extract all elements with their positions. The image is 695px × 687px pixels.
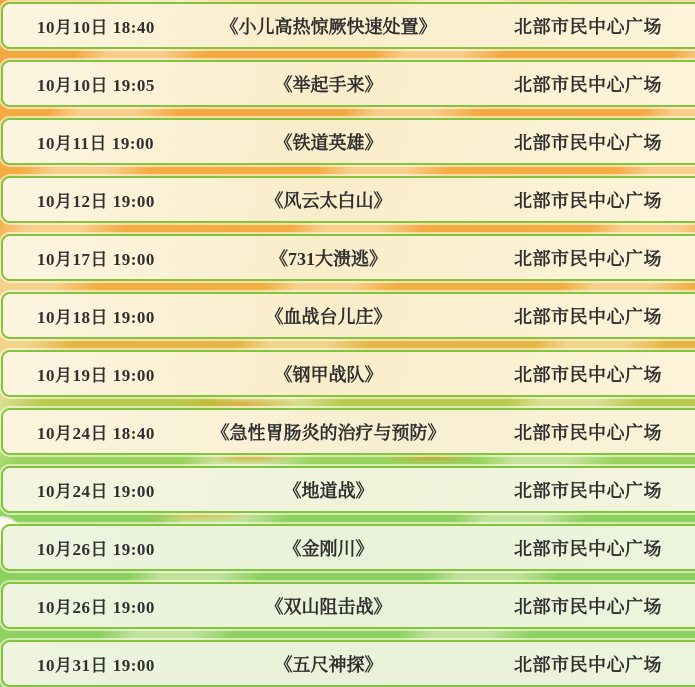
row-title: 《双山阻击战》 (265, 596, 392, 617)
row-title: 《钢甲战队》 (274, 364, 383, 385)
row-datetime (3, 477, 183, 502)
row-title: 《五尺神探》 (274, 654, 383, 675)
row-title: 《举起手来》 (274, 74, 383, 95)
row-date: 10月31日 (37, 656, 108, 675)
row-time: 19:00 (111, 134, 154, 153)
row-title: 《小儿高热惊厥快速处置》 (220, 16, 437, 37)
row-datetime (3, 71, 183, 96)
row-location: 北部市民中心广场 (514, 364, 662, 385)
row-title: 《风云太白山》 (265, 190, 392, 211)
schedule-row (1, 582, 695, 629)
row-title: 《急性胃肠炎的治疗与预防》 (211, 422, 446, 443)
row-location: 北部市民中心广场 (514, 16, 662, 37)
row-time: 19:00 (112, 656, 155, 675)
schedule-row (1, 524, 695, 571)
schedule-row (1, 408, 695, 455)
row-date: 10月10日 (37, 18, 108, 37)
row-time: 19:00 (112, 192, 155, 211)
row-title: 《血战台儿庄》 (265, 306, 392, 327)
row-title: 《地道战》 (283, 480, 374, 501)
schedule-row (1, 2, 695, 49)
row-time: 19:05 (112, 76, 155, 95)
row-date: 10月26日 (37, 598, 108, 617)
row-datetime (3, 187, 183, 212)
row-datetime (3, 419, 183, 444)
row-date: 10月12日 (37, 192, 108, 211)
row-location: 北部市民中心广场 (514, 422, 662, 443)
row-time: 19:00 (112, 598, 155, 617)
row-time: 19:00 (112, 250, 155, 269)
row-location: 北部市民中心广场 (514, 132, 662, 153)
schedule-row (1, 60, 695, 107)
row-time: 18:40 (112, 18, 155, 37)
row-location: 北部市民中心广场 (514, 74, 662, 95)
schedule-row (1, 176, 695, 223)
row-location: 北部市民中心广场 (514, 190, 662, 211)
row-date: 10月11日 (37, 134, 108, 153)
row-location: 北部市民中心广场 (514, 480, 662, 501)
row-time: 18:40 (112, 424, 155, 443)
schedule-row (1, 118, 695, 165)
row-location: 北部市民中心广场 (514, 248, 662, 269)
row-title: 《731大溃逃》 (270, 248, 387, 269)
row-location: 北部市民中心广场 (514, 306, 662, 327)
row-date: 10月24日 (37, 424, 108, 443)
schedule-row (1, 640, 695, 687)
row-title: 《铁道英雄》 (274, 132, 383, 153)
row-date: 10月24日 (37, 482, 108, 501)
row-datetime (3, 303, 183, 328)
row-datetime (3, 535, 183, 560)
row-date: 10月19日 (37, 366, 108, 385)
row-time: 19:00 (112, 366, 155, 385)
row-date: 10月26日 (37, 540, 108, 559)
schedule-row (1, 466, 695, 513)
schedule-row (1, 350, 695, 397)
row-datetime (3, 245, 183, 270)
row-time: 19:00 (112, 482, 155, 501)
row-datetime (3, 13, 183, 38)
row-datetime (3, 361, 183, 386)
row-date: 10月18日 (37, 308, 108, 327)
row-time: 19:00 (112, 308, 155, 327)
row-title: 《金刚川》 (283, 538, 374, 559)
row-time: 19:00 (112, 540, 155, 559)
row-location: 北部市民中心广场 (514, 596, 662, 617)
row-datetime (3, 593, 183, 618)
row-date: 10月17日 (37, 250, 108, 269)
schedule-row (1, 234, 695, 281)
row-location: 北部市民中心广场 (514, 538, 662, 559)
row-date: 10月10日 (37, 76, 108, 95)
row-datetime (3, 651, 183, 676)
row-datetime (3, 129, 183, 154)
schedule-table (1, 0, 695, 687)
schedule-row (1, 292, 695, 339)
row-location: 北部市民中心广场 (514, 654, 662, 675)
